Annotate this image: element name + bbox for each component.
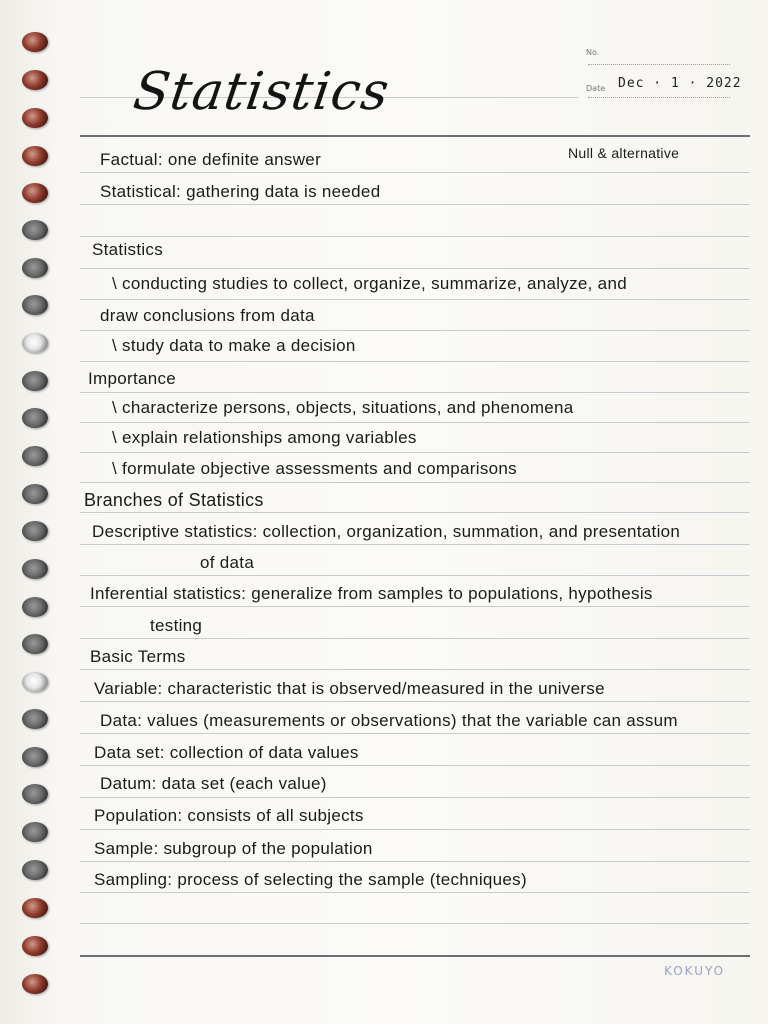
binding-hole — [22, 371, 48, 391]
ruled-line — [80, 392, 750, 393]
ruled-line — [80, 829, 750, 830]
binding-hole — [22, 936, 48, 956]
binding-hole — [22, 747, 48, 767]
note-line: Importance — [88, 369, 177, 388]
note-line: \ conducting studies to collect, organize, summarize, analyze, and — [112, 274, 627, 293]
note-line: \ formulate objective assessments and comparisons — [112, 459, 517, 478]
ruled-line — [80, 422, 750, 423]
binding-hole — [22, 634, 48, 654]
note-line: Variable: characteristic that is observed/measured in the universe — [94, 679, 605, 698]
binding-hole — [22, 559, 48, 579]
date-label: Date — [586, 84, 606, 93]
date-value: Dec · 1 · 2022 — [618, 76, 742, 91]
note-line: Data: values (measurements or observations) that the variable can assum — [100, 711, 678, 730]
note-line: \ explain relationships among variables — [112, 428, 417, 447]
footer-divider — [80, 955, 750, 957]
ruled-line — [80, 733, 750, 734]
ruled-line — [80, 923, 750, 924]
binding-hole — [22, 183, 48, 203]
note-line: draw conclusions from data — [100, 306, 315, 325]
ruled-line — [80, 606, 750, 607]
ruled-line — [80, 361, 750, 362]
note-line: \ study data to make a decision — [112, 336, 356, 355]
binding-hole — [22, 974, 48, 994]
binding-hole — [22, 597, 48, 617]
note-line: testing — [150, 616, 203, 635]
note-line: Datum: data set (each value) — [100, 774, 327, 793]
note-line: \ characterize persons, objects, situations, and phenomena — [112, 398, 574, 417]
note-line: Descriptive statistics: collection, organization, summation, and presentation — [92, 522, 681, 541]
no-field-line — [588, 64, 730, 65]
note-line: Inferential statistics: generalize from samples to populations, hypothesis — [90, 584, 653, 603]
header-divider — [80, 135, 750, 137]
binding-hole — [22, 860, 48, 880]
side-note: Null & alternative — [568, 145, 680, 161]
ruled-line — [80, 544, 750, 545]
ruled-line — [80, 701, 750, 702]
ruled-line — [80, 892, 750, 893]
note-line: of data — [200, 553, 255, 572]
binding-hole — [22, 709, 48, 729]
binding-hole — [22, 898, 48, 918]
note-line: Basic Terms — [90, 647, 186, 666]
note-line: Branches of Statistics — [84, 490, 264, 510]
ruled-line — [80, 299, 750, 300]
binding-hole — [22, 220, 48, 240]
binding-hole — [22, 258, 48, 278]
note-line: Factual: one definite answer — [100, 150, 322, 169]
binding-hole — [22, 333, 48, 353]
ruled-line — [80, 669, 750, 670]
binding-hole — [22, 70, 48, 90]
note-line: Statistics — [92, 240, 164, 259]
ruled-line — [80, 638, 750, 639]
date-field-line — [588, 97, 730, 98]
binding-hole — [22, 784, 48, 804]
binding-hole — [22, 295, 48, 315]
ruled-line — [80, 765, 750, 766]
ruled-line — [80, 172, 750, 173]
binding-hole — [22, 108, 48, 128]
ruled-line — [80, 268, 750, 269]
binding-hole — [22, 446, 48, 466]
ruled-line — [80, 330, 750, 331]
ruled-line — [80, 204, 750, 205]
ruled-line — [80, 236, 750, 237]
binding-hole — [22, 672, 48, 692]
note-line: Sampling: process of selecting the sample (techniques) — [94, 870, 527, 889]
spiral-binding — [0, 0, 60, 1024]
binding-hole — [22, 484, 48, 504]
ruled-line — [80, 575, 750, 576]
binding-hole — [22, 32, 48, 52]
ruled-line — [80, 861, 750, 862]
ruled-line — [80, 482, 750, 483]
no-label: No. — [586, 48, 600, 57]
brand-logo: KOKUYO — [664, 964, 726, 978]
binding-hole — [22, 822, 48, 842]
binding-hole — [22, 146, 48, 166]
binding-hole — [22, 521, 48, 541]
note-line: Statistical: gathering data is needed — [100, 182, 381, 201]
ruled-line — [80, 797, 750, 798]
note-line: Population: consists of all subjects — [94, 806, 364, 825]
ruled-line — [80, 452, 750, 453]
ruled-line — [80, 512, 750, 513]
note-line: Sample: subgroup of the population — [94, 839, 373, 858]
note-line: Data set: collection of data values — [94, 743, 359, 762]
page-title: Statistics — [129, 62, 394, 122]
binding-hole — [22, 408, 48, 428]
